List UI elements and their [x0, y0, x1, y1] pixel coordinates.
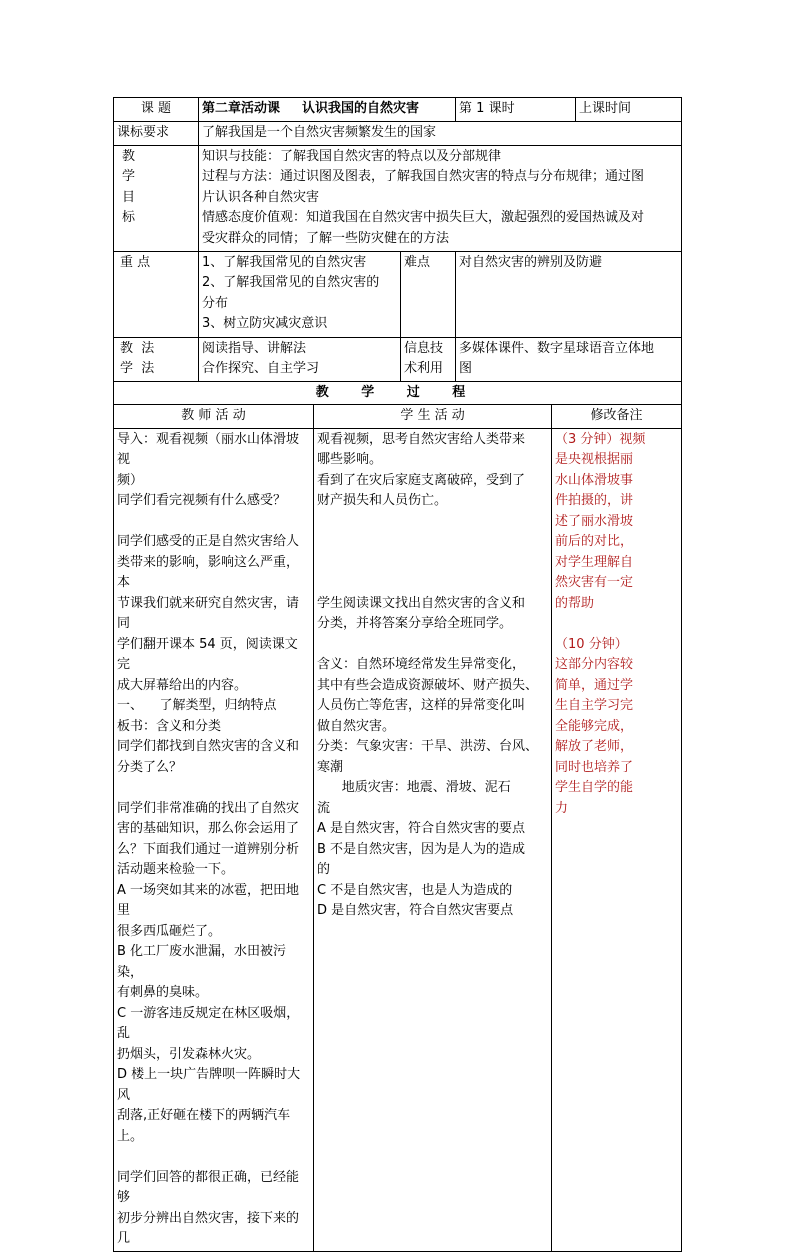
topic-title: 认识我国的自然灾害 [302, 101, 420, 116]
student-line: B 不是自然灾害，因为是人为的造成 [317, 841, 526, 857]
teacher-blank-line [117, 1147, 310, 1168]
it-use-label: 信息技 术利用 [401, 337, 456, 381]
process-title-row [114, 381, 682, 405]
student-line: 财产损失和人员伤亡。 [317, 493, 448, 508]
note-line: 学生自学的能 [555, 780, 634, 795]
student-activity-header: 学 生 活 动 [314, 405, 552, 429]
teacher-line: 扔烟头，引发森林火灾。 [117, 1046, 261, 1062]
student-line: 学生阅读课文找出自然灾害的含义和 [317, 595, 526, 611]
topic-row [114, 98, 682, 122]
note-line: 的帮助 [555, 595, 595, 611]
student-line: 看到了在灾后家庭支离破碎，受到了 [317, 472, 526, 488]
teacher-line: 板书：含义和分类 [117, 718, 222, 734]
note-line: 然灾害有一定 [555, 575, 634, 590]
note-line: 这部分内容较 [555, 657, 634, 672]
note-line: （10 分钟） [555, 636, 628, 652]
notes-content [552, 428, 682, 1251]
objectives-row [114, 145, 682, 251]
difficulty-label: 难点 [401, 251, 456, 337]
objectives-label: 教 学 目 标 [114, 145, 199, 251]
student-blank-line [317, 512, 548, 533]
key-points-label: 重 点 [114, 251, 199, 337]
teacher-line: 同学们都找到自然灾害的含义和 [117, 739, 300, 754]
student-line: 做自然灾害。 [317, 718, 396, 734]
student-line: 含义：自然环境经常发生异常变化， [317, 657, 526, 672]
process-content-row [114, 428, 682, 1251]
teacher-line: A 一场突如其来的冰雹，把田地里 [117, 882, 300, 918]
standard-label: 课标要求 [114, 121, 199, 145]
teacher-line: 同学们感受的正是自然灾害给人 [117, 534, 300, 549]
note-blank-line [555, 614, 678, 635]
teacher-line: 初步分辨出自然灾害，接下来的几 [117, 1210, 300, 1246]
difficulty-text: 对自然灾害的辨别及防避 [456, 251, 682, 337]
teacher-line: 学们翻开课本 54 页，阅读课文完 [117, 636, 298, 672]
student-line: 的 [317, 862, 331, 877]
student-line: 地质灾害：地震、滑坡、泥石 [317, 780, 511, 795]
lesson-number: 第 1 课时 [456, 98, 576, 122]
notes-header: 修改备注 [552, 405, 682, 429]
topic-title-cell [199, 98, 456, 122]
teacher-line: 同学们回答的都很正确，已经能够 [117, 1169, 300, 1205]
it-use-content: 多媒体课件、数字星球语音立体地 图 [456, 337, 682, 381]
lesson-plan-page [113, 97, 681, 1252]
student-line: 人员伤亡等危害，这样的异常变化叫 [317, 698, 526, 713]
teacher-line: 频） [117, 472, 144, 488]
teacher-line: 刮落,正好砸在楼下的两辆汽车上。 [117, 1108, 291, 1144]
student-line: 观看视频，思考自然灾害给人类带来 [317, 431, 526, 447]
teacher-line: 活动题来检验一下。 [117, 862, 235, 877]
topic-chapter: 第二章活动课 [202, 101, 281, 116]
methods-content: 阅读指导、讲解法 合作探究、自主学习 [199, 337, 401, 381]
teacher-line: 成大屏幕给出的内容。 [117, 677, 248, 693]
lesson-plan-table [113, 97, 682, 1252]
note-line: 生自主学习完 [555, 698, 634, 713]
teacher-line: 很多西瓜砸烂了。 [117, 923, 222, 939]
teacher-activity-content [114, 428, 314, 1251]
standard-row [114, 121, 682, 145]
key-points-content: 1、了解我国常见的自然灾害 2、了解我国常见的自然灾害的 分布 3、树立防灾减灾意识 [199, 251, 401, 337]
student-line: 分类：气象灾害：干旱、洪涝、台风、 [317, 739, 539, 754]
note-line: 同时也培养了 [555, 759, 634, 775]
teacher-line: B 化工厂废水泄漏，水田被污染， [117, 944, 287, 980]
note-line: 全能够完成， [555, 718, 634, 734]
teacher-line: 类带来的影响，影响这么严重，本 [117, 554, 300, 590]
teacher-line: 么？下面我们通过一道辨别分析 [117, 841, 300, 857]
methods-row [114, 337, 682, 381]
student-line: 分类，并将答案分享给全班同学。 [317, 616, 513, 631]
process-title: 教 学 过 程 [114, 381, 682, 405]
process-header-row [114, 405, 682, 429]
student-line: 哪些影响。 [317, 452, 383, 467]
objectives-content: 知识与技能：了解我国自然灾害的特点以及分部规律 过程与方法：通过识图及图表，了解我国自然灾害的特点与分布规律；通过图 片认识各种自然灾害 情感态度价值观：知道我国在自然灾害中损失巨大，激起强烈的爱国热诚及对 受灾群众的同情；了解一些防灾健在的方法 [199, 145, 682, 251]
student-activity-content [314, 428, 552, 1251]
note-line: 件拍摄的，讲 [555, 493, 634, 508]
teacher-line: 一、 了解类型，归纳特点 [117, 698, 277, 713]
note-line: 力 [555, 800, 569, 816]
student-blank-line [317, 532, 548, 553]
teacher-blank-line [117, 512, 310, 533]
note-line: （3 分钟）视频 [555, 431, 646, 447]
student-line: D 是自然灾害，符合自然灾害要点 [317, 903, 514, 918]
teacher-line: 同学们非常准确的找出了自然灾 [117, 800, 300, 816]
student-blank-line [317, 635, 548, 656]
teacher-line: D 楼上一块广告牌呗一阵瞬时大风 [117, 1067, 301, 1103]
note-line: 对学生理解自 [555, 554, 634, 570]
note-line: 解放了老师， [555, 739, 634, 754]
teacher-activity-header: 教 师 活 动 [114, 405, 314, 429]
key-points-row [114, 251, 682, 337]
note-line: 述了丽水滑坡 [555, 513, 634, 529]
teacher-blank-line [117, 778, 310, 799]
student-blank-line [317, 553, 548, 574]
note-line: 前后的对比， [555, 534, 634, 549]
teacher-line: 分类了么？ [117, 759, 183, 775]
methods-label: 教 法 学 法 [114, 337, 199, 381]
teacher-line: 导入：观看视频（丽水山体滑坡视 [117, 431, 300, 467]
lesson-time-label: 上课时间 [576, 98, 682, 122]
student-line: A 是自然灾害，符合自然灾害的要点 [317, 821, 526, 836]
standard-text: 了解我国是一个自然灾害频繁发生的国家 [199, 121, 682, 145]
student-line: 其中有些会造成资源破坏、财产损失、 [317, 677, 539, 693]
student-blank-line [317, 573, 548, 594]
teacher-line: C 一游客违反规定在林区吸烟，乱 [117, 1005, 300, 1041]
note-line: 水山体滑坡事 [555, 472, 634, 488]
student-line: 流 [317, 800, 331, 816]
teacher-line: 害的基础知识，那么你会运用了 [117, 821, 300, 836]
teacher-line: 同学们看完视频有什么感受？ [117, 493, 287, 508]
note-line: 是央视根据丽 [555, 452, 634, 467]
topic-label: 课 题 [114, 98, 199, 122]
student-line: C 不是自然灾害，也是人为造成的 [317, 882, 513, 898]
student-line: 寒潮 [317, 759, 344, 775]
note-line: 简单，通过学 [555, 677, 634, 693]
teacher-line: 节课我们就来研究自然灾害，请同 [117, 595, 300, 631]
teacher-line: 有刺鼻的臭味。 [117, 985, 209, 1000]
